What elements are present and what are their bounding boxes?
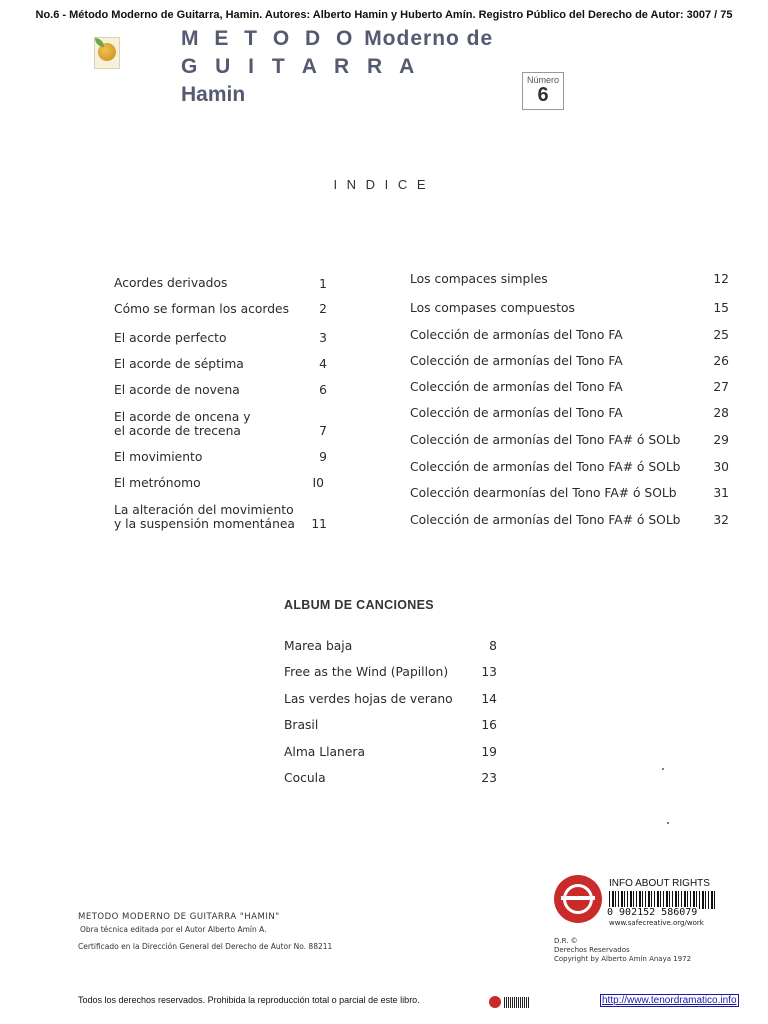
index-item: Colección de armonías del Tono FA# ó SOLb <box>410 460 681 474</box>
index-page: 15 <box>713 301 729 315</box>
song-page: 23 <box>481 771 497 785</box>
song-page: 16 <box>481 718 497 732</box>
index-page: 27 <box>713 380 729 394</box>
copyright-line: Copyright by Alberto Amín Anaya 1972 <box>554 955 692 963</box>
index-page: 30 <box>713 460 729 474</box>
index-page: 26 <box>713 354 729 368</box>
rights-reserved: Derechos Reservados <box>554 946 630 954</box>
index-page: 2 <box>319 302 327 316</box>
index-page: 31 <box>713 486 729 500</box>
index-page: 12 <box>713 272 729 286</box>
song-item: Brasil <box>284 718 319 732</box>
index-item: El acorde de novena <box>114 383 240 397</box>
index-item: Los compaces simples <box>410 272 548 286</box>
publisher-logo <box>94 37 120 69</box>
index-page: 9 <box>319 450 327 464</box>
album-title: ALBUM DE CANCIONES <box>284 598 434 612</box>
index-page: 25 <box>713 328 729 342</box>
song-page: 8 <box>489 639 497 653</box>
index-item: Colección de armonías del Tono FA <box>410 328 623 342</box>
index-page: 29 <box>713 433 729 447</box>
index-item: Acordes derivados <box>114 276 228 290</box>
song-page: 19 <box>481 745 497 759</box>
issue-value: 6 <box>537 84 549 106</box>
index-item: La alteración del movimiento <box>114 503 294 517</box>
index-item: Colección de armonías del Tono FA# ó SOLb <box>410 433 681 447</box>
info-about-rights: INFO ABOUT RIGHTS <box>609 878 710 889</box>
registry-url: www.safecreative.org/work <box>609 919 704 927</box>
index-item: Colección de armonías del Tono FA <box>410 380 623 394</box>
index-item: Colección dearmonías del Tono FA# ó SOLb <box>410 486 677 500</box>
barcode-number: 0 902152 586079 <box>607 907 698 918</box>
safe-creative-small-icon <box>489 996 501 1008</box>
index-item: Los compases compuestos <box>410 301 575 315</box>
index-page: 32 <box>713 513 729 527</box>
scan-speck <box>667 822 669 824</box>
leaf-icon <box>95 38 104 47</box>
song-item: Marea baja <box>284 639 353 653</box>
index-page: 11 <box>311 517 327 531</box>
footer-certificate: Certificado en la Dirección General del Derecho de Autor No. 88211 <box>78 942 333 951</box>
index-page: I0 <box>312 476 324 490</box>
index-page: 4 <box>319 357 327 371</box>
scan-speck <box>662 768 664 770</box>
song-item: Alma Llanera <box>284 745 366 759</box>
index-item: Colección de armonías del Tono FA <box>410 354 623 368</box>
title-line-3: Hamin <box>181 83 246 106</box>
small-barcode-icon <box>504 997 530 1008</box>
index-page: 7 <box>319 424 327 438</box>
index-page: 1 <box>319 277 327 291</box>
song-item: Las verdes hojas de verano <box>284 692 453 706</box>
index-page: 3 <box>319 331 327 345</box>
index-item: El acorde perfecto <box>114 331 227 345</box>
index-item: El acorde de oncena y <box>114 410 251 424</box>
footer-publisher: Obra técnica editada por el Autor Alberto Amín A. <box>80 925 267 934</box>
index-page: 6 <box>319 383 327 397</box>
song-item: Free as the Wind (Papillon) <box>284 665 449 679</box>
website-link[interactable]: http://www.tenordramatico.info <box>602 995 737 1006</box>
title-moderno: Moderno de <box>364 27 494 50</box>
index-heading: I N D I C E <box>333 177 429 192</box>
index-item: El acorde de séptima <box>114 357 244 371</box>
index-item: El movimiento <box>114 450 203 464</box>
title-line-2: G U I T A R R A <box>181 55 421 78</box>
index-item: Cómo se forman los acordes <box>114 302 290 316</box>
dr-mark: D.R. © <box>554 937 578 945</box>
safe-creative-logo-icon <box>554 875 602 923</box>
song-page: 14 <box>481 692 497 706</box>
index-page: 28 <box>713 406 729 420</box>
header-note: No.6 - Método Moderno de Guitarra, Hamin. Autores: Alberto Hamin y Huberto Amín. Registro Público del Derecho de Autor: 3007 / 75 <box>35 9 733 21</box>
title-line-1 <box>181 27 493 51</box>
issue-number-box <box>522 72 564 110</box>
title-metodo: M E T O D O <box>181 27 358 50</box>
bottom-note: Todos los derechos reservados. Prohibida la reproducción total o parcial de este libro. <box>78 995 420 1005</box>
index-item: El metrónomo <box>114 476 201 490</box>
issue-label: Número <box>526 75 559 85</box>
song-item: Cocula <box>284 771 326 785</box>
index-item: Colección de armonías del Tono FA# ó SOLb <box>410 513 681 527</box>
song-page: 13 <box>481 665 497 679</box>
footer-book-title: METODO MODERNO DE GUITARRA "HAMIN" <box>78 912 280 922</box>
index-item-continuation: el acorde de trecena <box>114 424 241 438</box>
index-item-continuation: y la suspensión momentánea <box>114 517 295 531</box>
index-item: Colección de armonías del Tono FA <box>410 406 623 420</box>
